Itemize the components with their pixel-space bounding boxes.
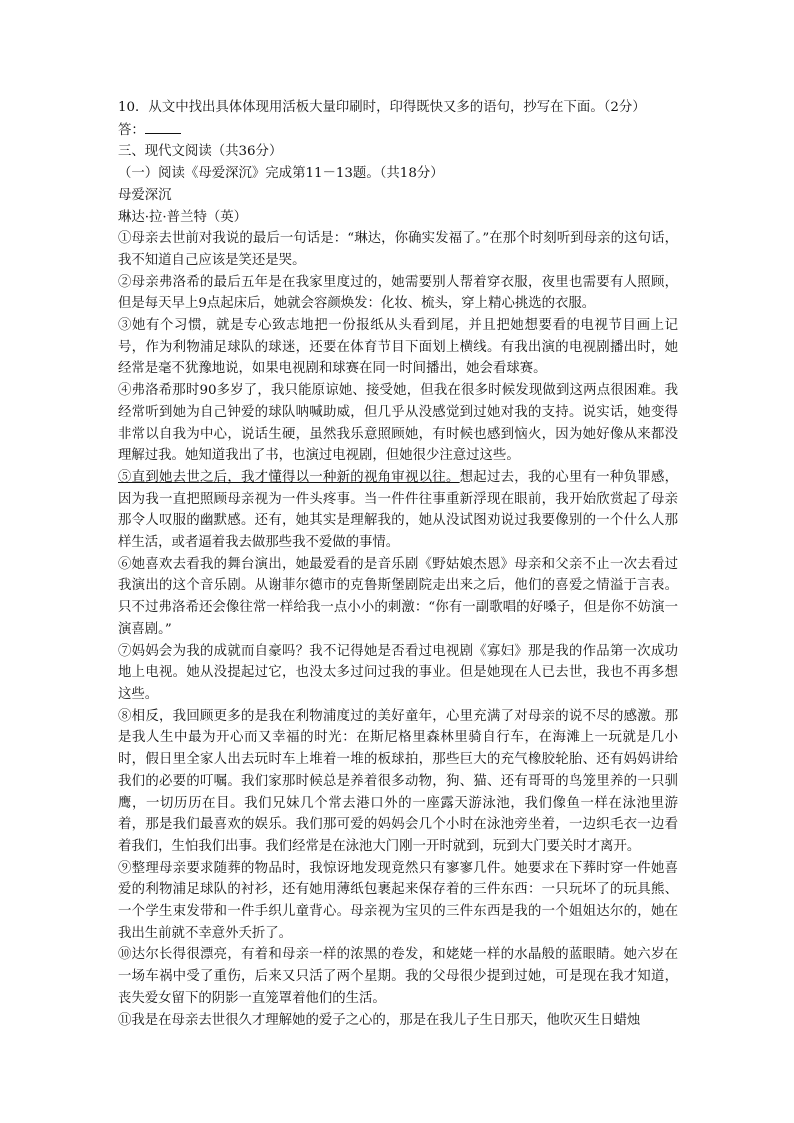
answer-line — [118, 119, 678, 142]
paragraph-3: ③她有个习惯，就是专心致志地把一份报纸从头看到尾，并且把她想要看的电视节目画上记号，作为利物浦足球队的球迷，还要在体育节目下面划上横线。有我出演的电视剧播出时，她经常是毫不犹豫地说，如果电视剧和球赛在同一时间播出，她会看球赛。 — [118, 318, 678, 377]
paragraph-11: ⑪我是在母亲去世很久才理解她的爱子之心的，那是在我儿子生日那天，他吹灭生日蜡烛 — [118, 1012, 641, 1028]
paragraph-5 — [118, 467, 678, 554]
answer-blank[interactable] — [145, 119, 181, 134]
section-title: 三、现代文阅读（共36分） — [118, 144, 283, 160]
paragraph-6: ⑥她喜欢去看我的舞台演出，她最爱看的是音乐剧《野姑娘杰恩》母亲和父亲不止一次去看过我演出的这个音乐剧。从谢菲尔德市的克鲁斯堡剧院走出来之后，他们的喜爱之情溢于言表。只不过弗洛希还会像往常一样给我一点小小的刺激：“你有一副歌唱的好嗓子，但是你不妨演一演喜剧。” — [118, 556, 678, 637]
question-10: 10．从文中找出具体体现用活板大量印刷时，印得既快又多的语句，抄写在下面。（2分） — [118, 100, 646, 115]
paragraph-8: ⑧相反，我回顾更多的是我在利物浦度过的美好童年，心里充满了对母亲的说不尽的感激。那是我人生中最为开心而又幸福的时光：在斯尼格里森林里骑自行车，在海滩上一玩就是几小时，假日里全家人出去玩时车上堆着一堆的板球拍，那些巨大的充气橡胶轮胎、还有妈妈讲给我们的必要的叮嘱。我们家那时候总是养着很多动物，狗、猫、还有哥哥的鸟笼里养的一只驯鹰，一切历历在目。我们兄妹几个常去港口外的一座露天游泳池，我们像鱼一样在泳池里游着，那是我们最喜欢的娱乐。我们那可爱的妈妈会几个小时在泳池旁坐着，一边织毛衣一边看着我们，生怕我们出事。我们经常是在泳池大门刚一开时就到，玩到大门要关时才离开。 — [118, 708, 678, 854]
answer-label: 答： — [118, 122, 145, 138]
article-author: 琳达·拉·普兰特（英） — [118, 209, 248, 225]
paragraph-5-rest: 想起过去，我的心里有一种负罪感，因为我一直把照顾母亲视为一件头疼事。当一件件往事重新浮现在眼前，我开始欣赏起了母亲那令人叹服的幽默感。还有，她其实是理解我的，她从没试图劝说过我要像别的一个什么人那样生活，或者逼着我去做那些我不爱做的事情。 — [118, 469, 679, 551]
paragraph-2: ②母亲弗洛希的最后五年是在我家里度过的，她需要别人帮着穿衣服，夜里也需要有人照顾，但是每天早上9点起床后，她就会容颜焕发：化妆、梳头，穿上精心挑选的衣服。 — [118, 274, 678, 312]
paragraph-9: ⑨整理母亲要求随葬的物品时，我惊讶地发现竟然只有寥寥几件。她要求在下葬时穿一件她喜爱的利物浦足球队的衬衫，还有她用薄纸包裹起来保存着的三件东西：一只玩坏了的玩具熊、一个学生束发带和一件手织儿童背心。母亲视为宝贝的三件东西是我的一个姐姐达尔的，她在我出生前就不幸意外夭折了。 — [118, 860, 678, 941]
paragraph-5-underlined: ⑤直到她去世之后，我才懂得以一种新的视角审视以往。 — [118, 469, 460, 485]
article-title: 母爱深沉 — [118, 187, 172, 203]
paragraph-10: ⑩达尔长得很漂亮，有着和母亲一样的浓黑的卷发，和姥姥一样的水晶般的蓝眼睛。她六岁在一场车祸中受了重伤，后来又只活了两个星期。我的父母很少提到过她，可是现在我才知道，丧失爱女留下的阴影一直笼罩着他们的生活。 — [118, 947, 678, 1006]
paragraph-7: ⑦妈妈会为我的成就而自豪吗？我不记得她是否看过电视剧《寡妇》那是我的作品第一次成功地上电视。她从没提起过它，也没太多过问过我的事业。但是她现在人已去世，我也不再多想这些。 — [118, 643, 678, 702]
document-page — [118, 97, 678, 1031]
paragraph-4: ④弗洛希那时90多岁了，我只能原谅她、接受她，但我在很多时候发现做到这两点很困难。我经常听到她为自己钟爱的球队呐喊助威，但几乎从没感觉到过她对我的支持。说实话，她变得非常以自我为中心，说话生硬，虽然我乐意照顾她，有时候也感到恼火，因为她好像从来都没理解过我。她知道我出了书，也演过电视剧，但她很少注意过这些。 — [118, 383, 678, 464]
paragraph-1: ①母亲去世前对我说的最后一句话是：“琳达，你确实发福了。”在那个时刻听到母亲的这句话，我不知道自己应该是笑还是哭。 — [118, 231, 678, 268]
subsection-title: （一）阅读《母爱深沉》完成第11－13题。（共18分） — [118, 166, 444, 182]
